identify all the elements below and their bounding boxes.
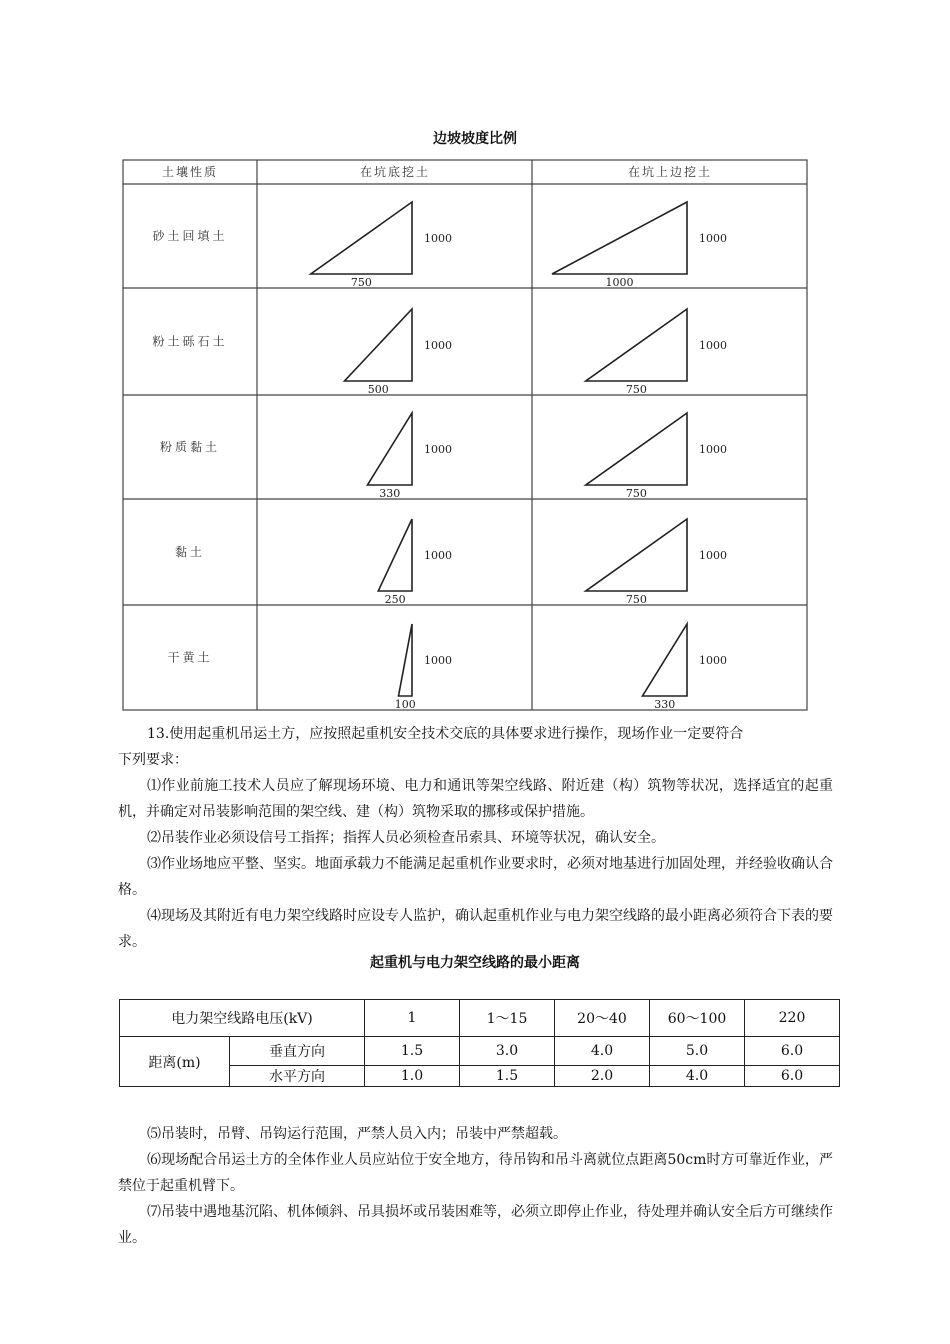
vertical-row	[120, 1037, 840, 1066]
run-label: 1000	[605, 276, 634, 289]
item5-text: ⑸吊装时，吊臂、吊钩运行范围，严禁人员入内；吊装中严禁超载。	[147, 1126, 567, 1142]
slope-triangle	[586, 519, 687, 591]
item6-text: ⑹现场配合吊运土方的全体作业人员应站位于安全地方，待吊钩和吊斗离就位点距离50cm时方可靠近作业，严禁位于起重机臂下。	[118, 1152, 833, 1194]
soil-type-label: 干黄土	[167, 650, 213, 665]
slope-triangle	[367, 413, 412, 485]
voltage-cell: 1～15	[460, 1000, 555, 1037]
vertical-cell: 1.5	[365, 1037, 460, 1066]
slope-header-soil: 土壤性质	[161, 165, 219, 179]
run-label: 750	[625, 487, 647, 500]
horizontal-cell: 2.0	[555, 1066, 650, 1087]
slope-header-top: 在坑上边挖土	[627, 165, 713, 179]
rise-label: 1000	[424, 443, 452, 456]
voltage-cell: 220	[745, 1000, 840, 1037]
vertical-cell: 4.0	[555, 1037, 650, 1066]
vertical-cell: 6.0	[745, 1037, 840, 1066]
rise-label: 1000	[699, 339, 727, 352]
slope-triangle	[552, 202, 687, 274]
run-label: 750	[625, 593, 647, 606]
slope-triangle	[345, 309, 413, 381]
voltage-cell: 20～40	[555, 1000, 650, 1037]
soil-type-label: 粉土砾石土	[152, 334, 228, 349]
rise-label: 1000	[424, 339, 452, 352]
horizontal-cell: 1.5	[460, 1066, 555, 1087]
slope-header-bottom: 在坑底挖土	[359, 165, 431, 179]
run-label: 330	[379, 487, 401, 500]
slope-triangle	[378, 519, 412, 591]
rise-label: 1000	[699, 549, 727, 562]
rise-label: 1000	[424, 549, 452, 562]
voltage-label: 电力架空线路电压(kV)	[120, 1000, 365, 1037]
vertical-cell: 5.0	[650, 1037, 745, 1066]
slope-triangle	[399, 624, 413, 696]
horizontal-cell: 1.0	[365, 1066, 460, 1087]
distance-label: 距离(m)	[120, 1037, 230, 1087]
item13-line1: 13.使用起重机吊运土方，应按照起重机安全技术交底的具体要求进行操作，现场作业一定要符合	[147, 726, 744, 742]
item7-text: ⑺吊装中遇地基沉陷、机体倾斜、吊具损坏或吊装困难等，必须立即停止作业，待处理并确认安全后方可继续作业。	[118, 1204, 833, 1246]
slope-triangle	[311, 202, 412, 274]
soil-type-label: 粉质黏土	[159, 440, 221, 454]
rise-label: 1000	[424, 654, 452, 667]
soil-type-label: 黏土	[174, 545, 206, 559]
item1-text: ⑴作业前施工技术人员应了解现场环境、电力和通讯等架空线路、附近建（构）筑物等状况，选择适宜的起重机，并确定对吊装影响范围的架空线、建（构）筑物采取的挪移或保护措施。	[118, 778, 833, 820]
rise-label: 1000	[699, 232, 727, 245]
slope-ratio-diagram	[120, 158, 810, 714]
item4-text: ⑷现场及其附近有电力架空线路时应设专人监护，确认起重机作业与电力架空线路的最小距离必须符合下表的要求。	[118, 908, 833, 950]
slope-triangle	[642, 624, 687, 696]
slope-table-title: 边坡坡度比例	[433, 131, 517, 147]
horizontal-label: 水平方向	[230, 1066, 365, 1087]
horizontal-cell: 4.0	[650, 1066, 745, 1087]
run-label: 250	[384, 593, 406, 606]
distance-table-title: 起重机与电力架空线路的最小距离	[370, 955, 580, 971]
distance-table	[119, 999, 840, 1087]
rise-label: 1000	[699, 443, 727, 456]
run-label: 750	[350, 276, 372, 289]
slope-triangle	[586, 413, 687, 485]
item3-text: ⑶作业场地应平整、坚实。地面承载力不能满足起重机作业要求时，必须对地基进行加固处理，并经验收确认合格。	[118, 856, 833, 898]
run-label: 100	[394, 698, 416, 711]
soil-type-label: 砂土回填土	[152, 229, 228, 243]
slope-triangle	[586, 309, 687, 381]
vertical-label: 垂直方向	[230, 1037, 365, 1066]
voltage-cell: 1	[365, 1000, 460, 1037]
slope-ratio-figure	[120, 158, 810, 714]
rise-label: 1000	[699, 654, 727, 667]
horizontal-cell: 6.0	[745, 1066, 840, 1087]
item13-line2: 下列要求：	[118, 752, 188, 768]
item2-text: ⑵吊装作业必须设信号工指挥；指挥人员必须检查吊索具、环境等状况，确认安全。	[147, 830, 665, 846]
voltage-cell: 60～100	[650, 1000, 745, 1037]
run-label: 500	[367, 383, 389, 396]
run-label: 750	[625, 383, 647, 396]
vertical-cell: 3.0	[460, 1037, 555, 1066]
voltage-row	[120, 1000, 840, 1037]
rise-label: 1000	[424, 232, 452, 245]
run-label: 330	[654, 698, 676, 711]
